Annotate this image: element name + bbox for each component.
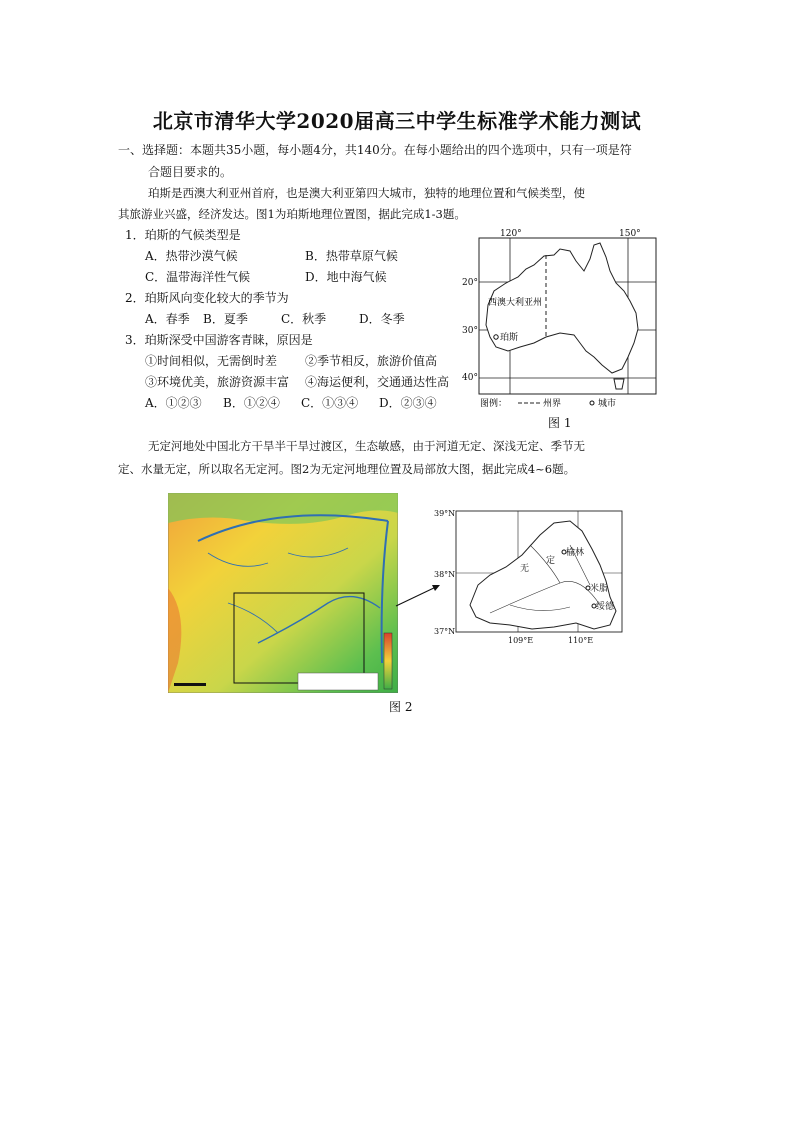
suide-marker [592, 604, 596, 608]
intro-paragraph-1 [118, 183, 678, 225]
tasmania-outline [614, 379, 624, 389]
place-label-ding: 定 [546, 556, 556, 566]
region-label: 西澳大利亚州 [488, 298, 543, 308]
place-label-yulin: 榆林 [566, 548, 585, 558]
section-line-2: 合题目要求的。 [148, 165, 233, 179]
intro2-line-2: 定、水量无定，所以取名无定河。图2为无定河地理位置及局部放大图，据此完成4~6题。 [118, 462, 576, 476]
question-stem: 1．珀斯的气候类型是 [125, 228, 241, 242]
intro1-line-1: 珀斯是西澳大利亚州首府，也是澳大利亚第四大城市，独特的地理位置和气候类型，使 [148, 186, 585, 200]
option-a[interactable]: A．热带沙漠气候 [145, 249, 238, 263]
question-stem: 3．珀斯深受中国游客青睐，原因是 [125, 333, 313, 347]
perth-city-marker [494, 335, 498, 339]
lon-label-110e: 110°E [568, 636, 594, 645]
option-a[interactable]: A．春季 [145, 312, 190, 326]
lat-label-40: 40° [462, 373, 478, 383]
option-b[interactable]: B．夏季 [203, 312, 248, 326]
legend-prefix: 图例： [480, 399, 508, 409]
option-d[interactable]: D．地中海气候 [305, 270, 387, 284]
figure-1-australia-map [456, 225, 666, 425]
legend-boundary-label: 州界 [543, 399, 562, 409]
city-label: 珀斯 [500, 333, 519, 343]
figure-1-caption: 图 1 [548, 416, 572, 430]
intro-paragraph-2 [118, 435, 678, 481]
legend-city-label: 城市 [598, 399, 617, 409]
statement-2: ②季节相反，旅游价值高 [305, 354, 438, 368]
statement-3: ③环境优美，旅游资源丰富 [145, 375, 290, 389]
option-c[interactable]: C．秋季 [281, 312, 327, 326]
option-d[interactable]: D．冬季 [359, 312, 405, 326]
option-d[interactable]: D．②③④ [379, 396, 437, 410]
place-label-mizhi: 米脂 [590, 584, 609, 594]
legend-city-marker [590, 401, 594, 405]
option-c[interactable]: C．①③④ [301, 396, 359, 410]
yulin-marker [562, 550, 566, 554]
mizhi-marker [586, 586, 590, 590]
place-label-suide: 绥德 [596, 602, 615, 612]
option-b[interactable]: B．①②④ [223, 396, 280, 410]
scale-bar [174, 683, 206, 686]
intro1-line-2: 其旅游业兴盛，经济发达。图1为珀斯地理位置图，据此完成1-3题。 [118, 207, 466, 221]
lon-label-109e: 109°E [508, 636, 534, 645]
question-1 [125, 225, 465, 288]
figure-2-caption: 图 2 [389, 700, 413, 714]
question-2 [125, 288, 465, 330]
lon-label-150: 150° [619, 229, 641, 239]
intro2-line-1: 无定河地处中国北方干旱半干旱过渡区，生态敏感，由于河道无定、深浅无定、季节无 [148, 439, 585, 453]
lat-label-30: 30° [462, 326, 478, 336]
map-legend-box [298, 673, 378, 690]
question-stem: 2．珀斯风向变化较大的季节为 [125, 291, 289, 305]
figure-2-basin-map [430, 505, 630, 650]
statement-1: ①时间相似，无需倒时差 [145, 354, 278, 368]
lat-label-39n: 39°N [434, 509, 456, 518]
basin-outline [470, 521, 616, 629]
section-line-1: 一、选择题：本题共35小题，每小题4分，共140分。在每小题给出的四个选项中，只有一项是符 [118, 143, 632, 157]
place-label-wu: 无 [520, 564, 530, 574]
section-heading [118, 139, 678, 183]
lat-label-37n: 37°N [434, 627, 456, 636]
page-title: 北京市清华大学2020届高三中学生标准学术能力测试 [152, 109, 642, 133]
option-c[interactable]: C．温带海洋性气候 [145, 270, 251, 284]
option-b[interactable]: B．热带草原气候 [305, 249, 398, 263]
option-a[interactable]: A．①②③ [145, 396, 202, 410]
question-3 [125, 330, 465, 414]
australia-outline [486, 243, 638, 373]
figure-2-elevation-map [168, 493, 398, 693]
lat-label-20: 20° [462, 278, 478, 288]
statement-4: ④海运便利，交通通达性高 [305, 375, 450, 389]
lat-label-38n: 38°N [434, 570, 456, 579]
lon-label-120: 120° [500, 229, 522, 239]
elevation-legend-bar [384, 633, 392, 689]
